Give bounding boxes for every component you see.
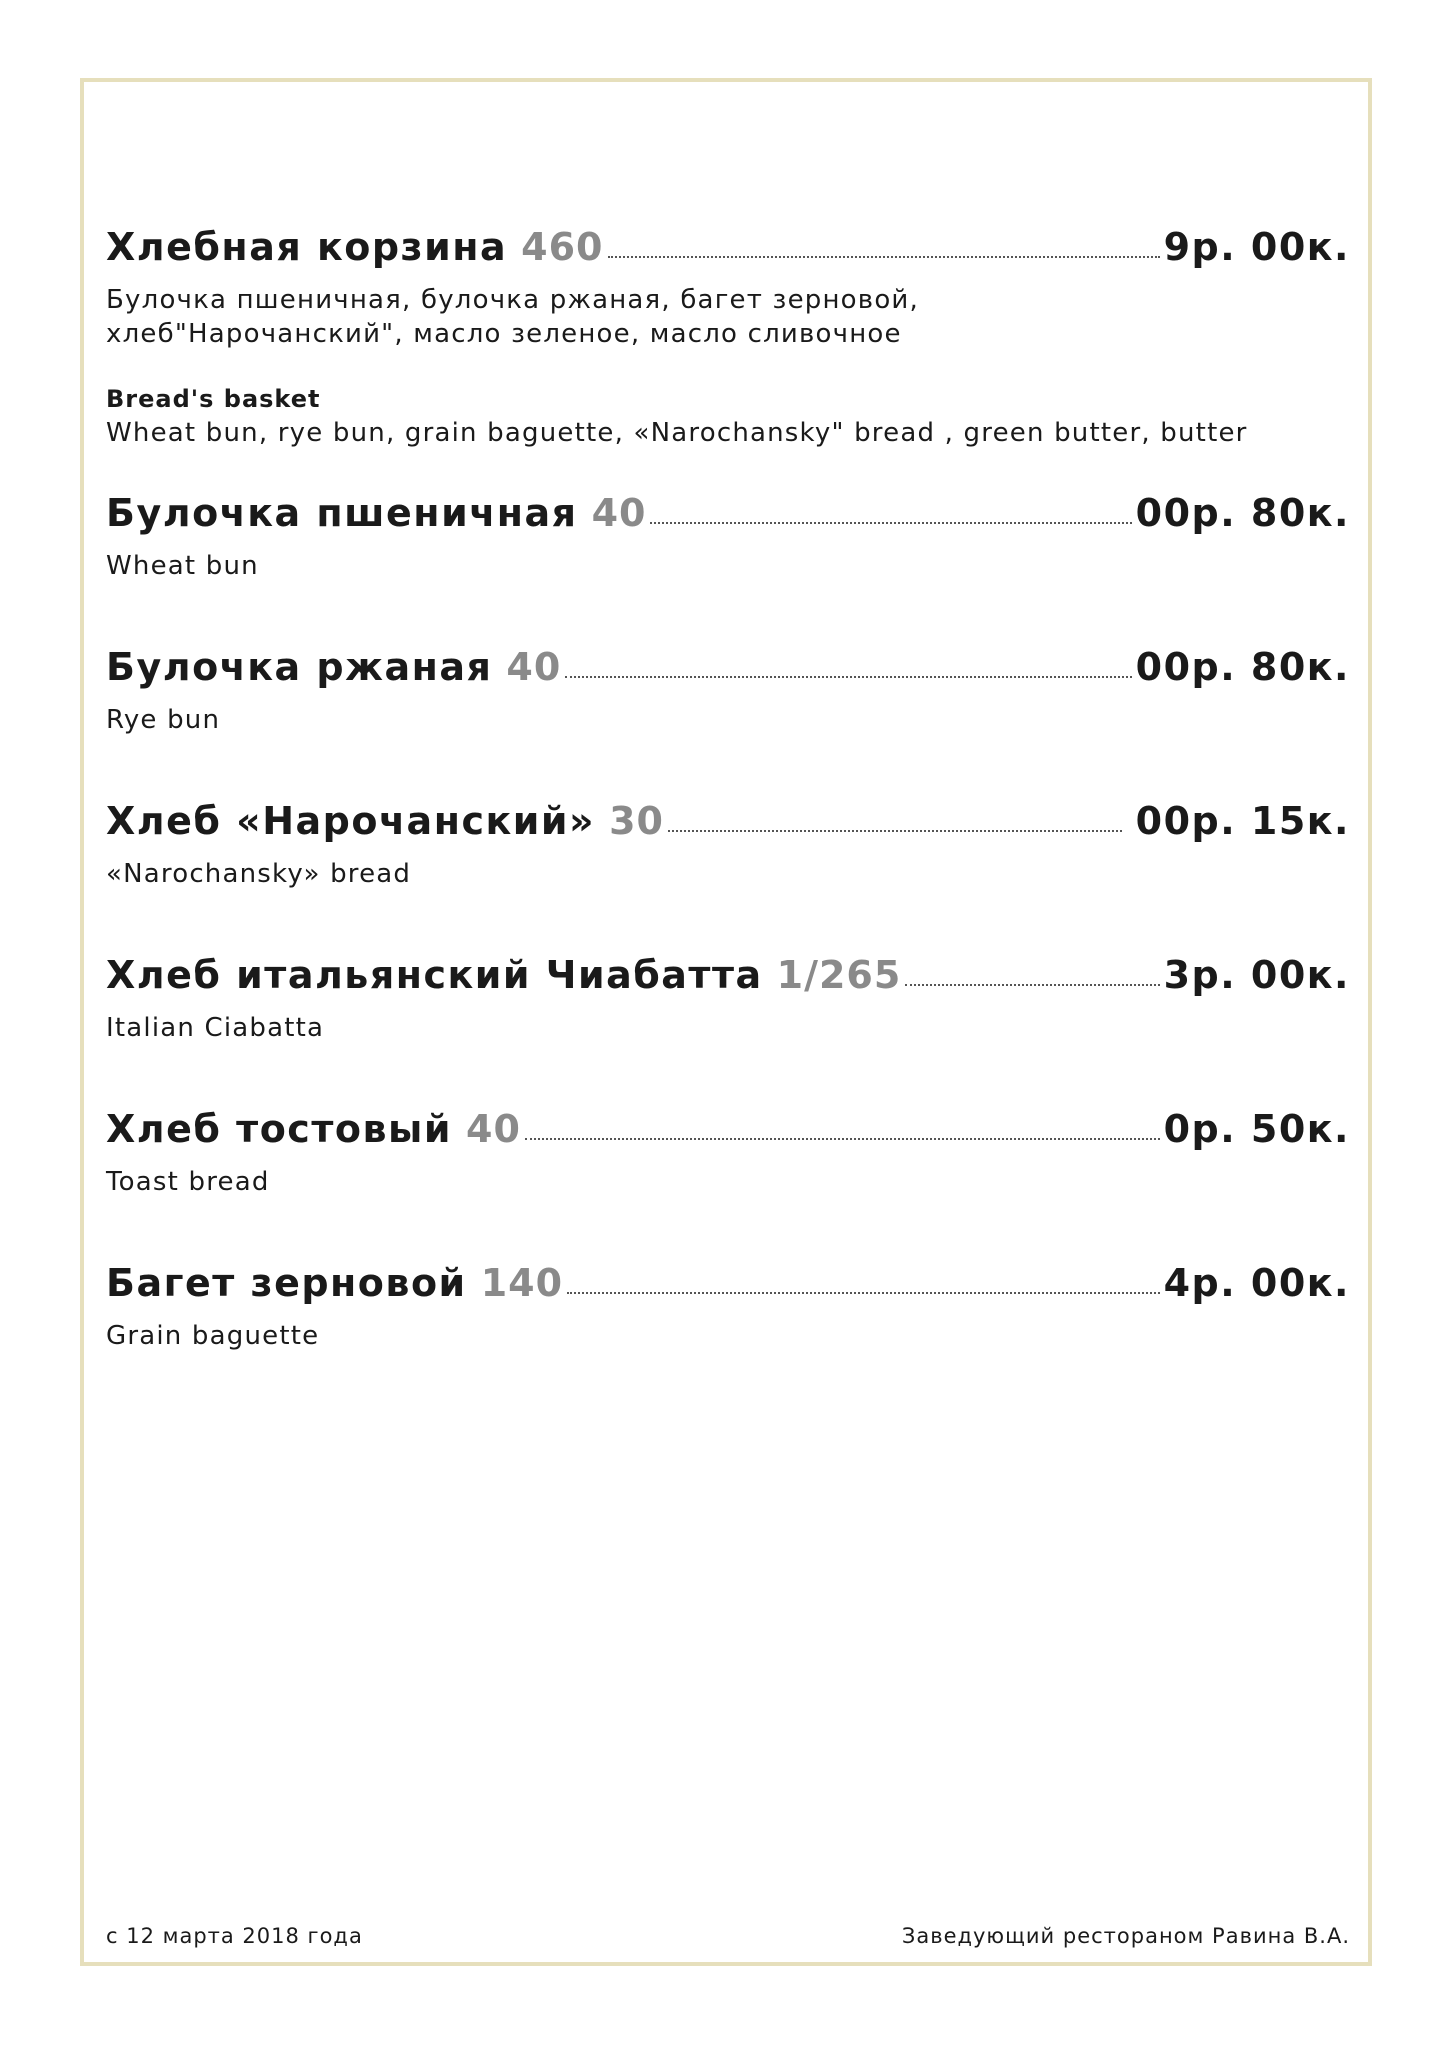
- dotted-leader: [668, 830, 1122, 832]
- dotted-leader: [905, 984, 1159, 986]
- menu-item-wheat-bun: [106, 491, 1350, 583]
- item-description-en: «Narochansky» bread: [106, 859, 412, 889]
- item-name: Хлебная корзина: [106, 225, 508, 269]
- item-price: 4р. 00к.: [1163, 1261, 1350, 1305]
- item-weight: 1/265: [776, 953, 902, 997]
- item-price: 00р. 15к.: [1135, 799, 1350, 843]
- item-price: 9р. 00к.: [1163, 225, 1350, 269]
- item-weight: 40: [591, 491, 647, 535]
- item-weight: 40: [466, 1107, 521, 1151]
- menu-item-header: [106, 491, 1350, 547]
- item-weight: 460: [521, 225, 604, 269]
- menu-item-header: [106, 1107, 1350, 1163]
- item-name: Хлеб тостовый: [106, 1107, 452, 1151]
- dotted-leader: [525, 1138, 1160, 1140]
- item-title-en: Bread's basket: [106, 385, 321, 413]
- menu-item-header: [106, 799, 1350, 855]
- item-weight: 140: [480, 1261, 564, 1305]
- item-name: Хлеб «Нарочанский»: [106, 799, 596, 843]
- item-description-en: Wheat bun, rye bun, grain baguette, «Narochansky" bread , green butter, butter: [106, 418, 1248, 448]
- menu-item-narochansky-bread: [106, 799, 1350, 891]
- menu-item-header: [106, 645, 1350, 701]
- menu-item-header: [106, 1261, 1350, 1317]
- description-line: Булочка пшеничная, булочка ржаная, багет зерновой,: [106, 285, 919, 315]
- description-line: хлеб"Нарочанский", масло зеленое, масло сливочное: [106, 319, 902, 349]
- item-price: 3р. 00к.: [1163, 953, 1350, 997]
- menu-list: [106, 225, 1350, 1353]
- menu-item-grain-baguette: [106, 1261, 1350, 1353]
- menu-item-rye-bun: [106, 645, 1350, 737]
- english-block: [106, 383, 1350, 451]
- dotted-leader: [567, 1292, 1160, 1294]
- manager-signature-line: Заведующий рестораном Равина В.А.: [901, 1924, 1350, 1948]
- menu-item-header: [106, 953, 1350, 1009]
- item-name: Хлеб итальянский Чиабатта: [106, 953, 763, 997]
- item-description-en: Rye bun: [106, 705, 221, 735]
- item-name: Булочка пшеничная: [106, 491, 578, 535]
- item-description-ru: [106, 283, 1350, 351]
- item-name: Булочка ржаная: [106, 645, 493, 689]
- menu-item-bread-basket: [106, 225, 1350, 451]
- menu-item-toast-bread: [106, 1107, 1350, 1199]
- item-description-en: Toast bread: [106, 1167, 270, 1197]
- item-description-en: Italian Ciabatta: [106, 1013, 325, 1043]
- item-price: 00р. 80к.: [1135, 645, 1350, 689]
- menu-item-ciabatta: [106, 953, 1350, 1045]
- item-price: 00р. 80к.: [1135, 491, 1350, 535]
- item-price: 0р. 50к.: [1163, 1107, 1350, 1151]
- item-description-en: Grain baguette: [106, 1321, 320, 1351]
- item-name: Багет зерновой: [106, 1261, 467, 1305]
- dotted-leader: [608, 256, 1160, 258]
- effective-date: с 12 марта 2018 года: [106, 1924, 363, 1948]
- dotted-leader: [650, 522, 1131, 524]
- dotted-leader: [565, 676, 1131, 678]
- item-weight: 40: [506, 645, 562, 689]
- item-description-en: Wheat bun: [106, 551, 259, 581]
- menu-item-header: [106, 225, 1350, 281]
- item-weight: 30: [609, 799, 664, 843]
